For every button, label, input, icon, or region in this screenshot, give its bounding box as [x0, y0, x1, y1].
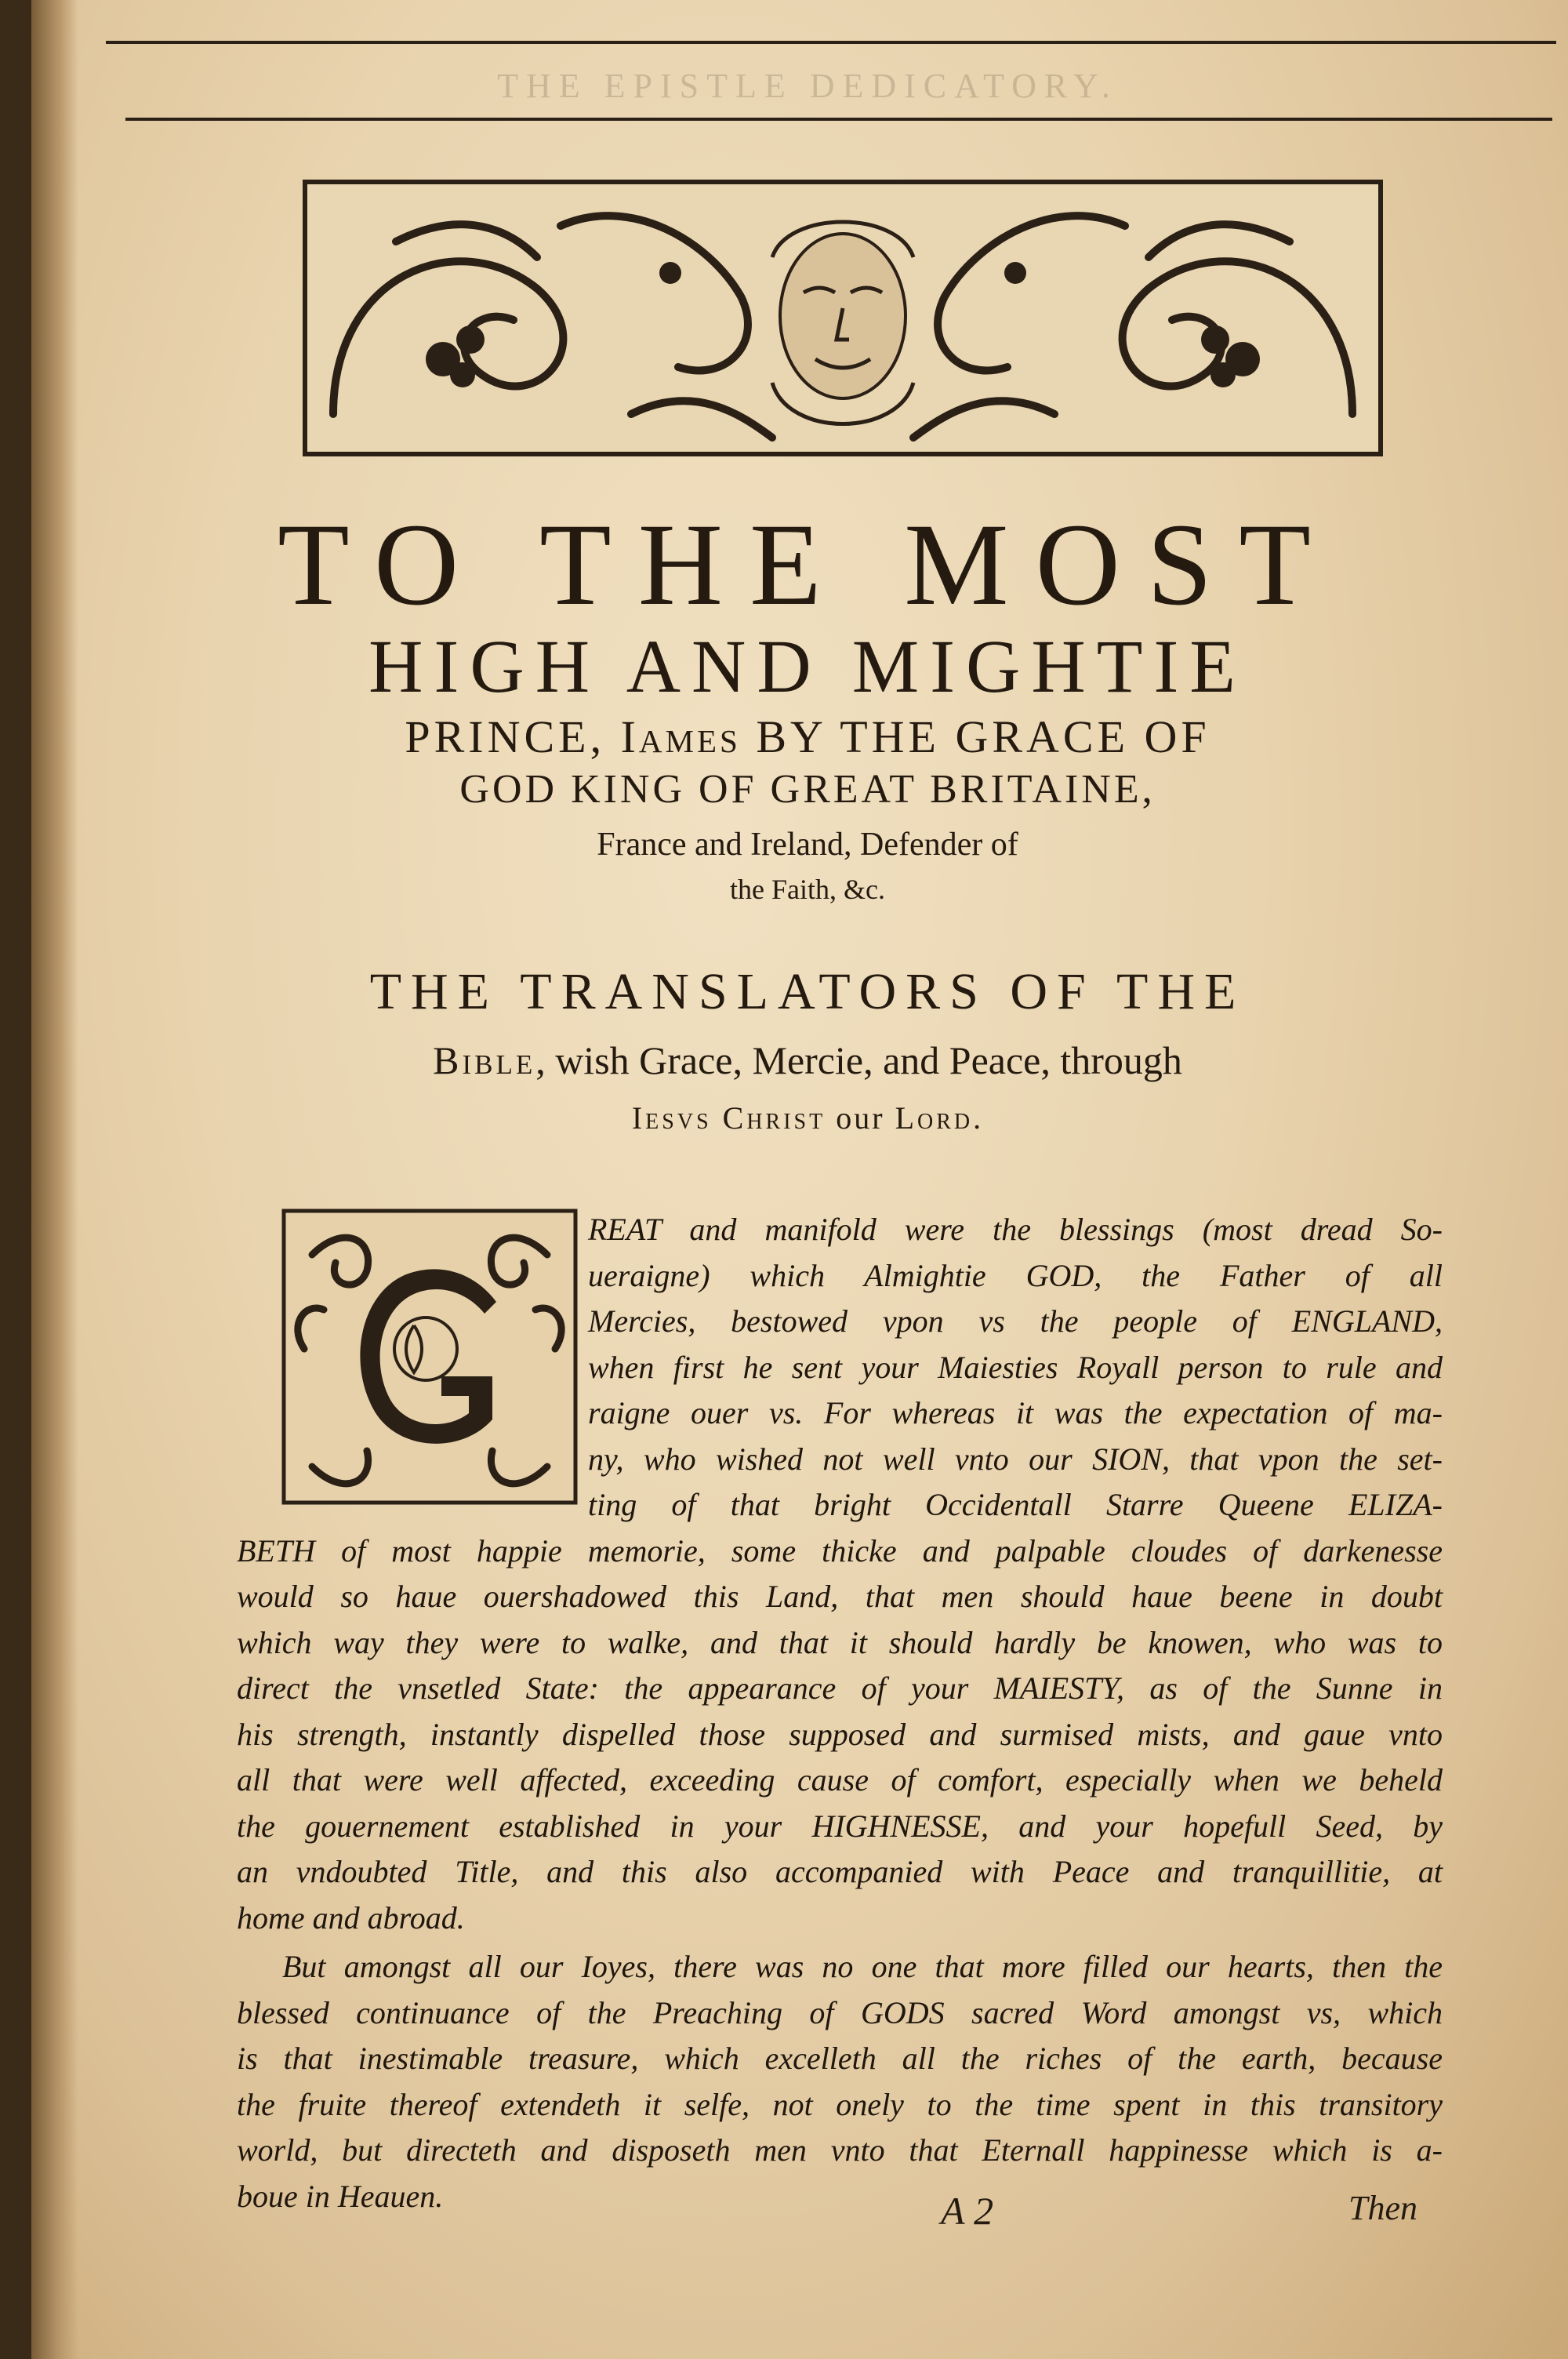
translators-closing: [172, 1098, 1443, 1139]
paragraph-1-line: would so haue ouershadowed this Land, that men should haue beene in doubt: [237, 1579, 1443, 1614]
signature-mark: A 2: [941, 2189, 994, 2233]
paragraph-2-line: the fruite thereof extendeth it selfe, not onely to the time spent in this transitory: [237, 2086, 1443, 2122]
word-lord: Lord: [895, 1100, 974, 1136]
title-prince: PRINCE,: [405, 711, 621, 762]
paragraph-1-line: his strength, instantly dispelled those supposed and surmised mists, and gaue vnto: [237, 1716, 1443, 1752]
paragraph-1-line: direct the vnsetled State: the appearance of your MAIESTY, as of the Sunne in: [237, 1670, 1443, 1706]
paragraph-2-line: blessed continuance of the Preaching of GODS sacred Word amongst vs, which: [237, 1994, 1443, 2030]
translators-heading: THE TRANSLATORS OF THE: [369, 963, 1246, 1020]
dedication-title-line-4: GOD KING OF GREAT BRITAINE,: [459, 767, 1156, 812]
paragraph-1-line: home and abroad.: [237, 1899, 465, 1936]
book-page: [31, 0, 1568, 2359]
ornamental-headpiece: [302, 179, 1384, 457]
dedication-title-line-2: HIGH AND MIGHTIE: [368, 624, 1247, 708]
dedication-title-line-1: TO THE MOST: [278, 500, 1338, 630]
paragraph-2-line: world, but directeth and disposeth men vnto that Eternall happinesse which is a-: [237, 2132, 1443, 2168]
running-head-showthrough: THE EPISTLE DEDICATORY.: [497, 67, 1118, 105]
paragraph-1-line: which way they were to walke, and that it should hardly be knowen, who was to: [237, 1624, 1443, 1660]
paragraph-1-line: raigne ouer vs. For whereas it was the expectation of ma-: [588, 1395, 1443, 1430]
word-bible: Bible: [433, 1038, 536, 1082]
word-christ: Christ: [711, 1100, 826, 1136]
paragraph-1-line: BETH of most happie memorie, some thicke and palpable cloudes of darkenesse: [237, 1532, 1443, 1568]
page-gutter: [31, 0, 78, 2359]
dedication-title-line-3: [172, 710, 1443, 765]
paragraph-1-line: the gouernement established in your HIGHNESSE, and your hopefull Seed, by: [237, 1808, 1443, 1844]
catchword: Then: [1348, 2189, 1417, 2227]
title-name-iames: Iames: [620, 711, 741, 762]
word-our: our: [826, 1100, 895, 1136]
title-by-grace: BY THE GRACE OF: [740, 711, 1210, 762]
paragraph-2-line: boue in Heauen.: [237, 2178, 444, 2214]
paragraph-1-line: when first he sent your Maiesties Royall person to rule and: [588, 1349, 1443, 1385]
dedication-title-line-6: the Faith, &c.: [730, 874, 885, 905]
paragraph-1-line: ting of that bright Occidentall Starre Queene ELIZA-: [588, 1487, 1443, 1522]
decorated-initial-g: [281, 1208, 579, 1506]
paragraph-1-line: an vndoubted Title, and this also accompanied with Peace and tranquillitie, at: [237, 1854, 1443, 1889]
top-rule: [106, 41, 1556, 44]
dedication-title-line-5: France and Ireland, Defender of: [597, 827, 1018, 863]
paragraph-1-line: ny, who wished not well vnto our SION, that vpon the set-: [588, 1441, 1443, 1477]
paragraph-1-line: Mercies, bestowed vpon vs the people of ENGLAND,: [588, 1303, 1443, 1339]
closing-period: .: [973, 1100, 984, 1136]
translators-greeting: [172, 1035, 1443, 1085]
paragraph-1-line: ueraigne) which Almightie GOD, the Father of all: [588, 1257, 1443, 1293]
word-iesus: Iesvs: [631, 1100, 712, 1136]
header-rule: [125, 118, 1552, 121]
greeting-text: , wish Grace, Mercie, and Peace, through: [535, 1038, 1182, 1082]
paragraph-1-line: all that were well affected, exceeding cause of comfort, especially when we beheld: [237, 1762, 1443, 1797]
paragraph-1-line: REAT and manifold were the blessings (most dread So-: [588, 1212, 1443, 1247]
paragraph-2-line: is that inestimable treasure, which excelleth all the riches of the earth, because: [237, 2041, 1443, 2076]
paragraph-2-line: But amongst all our Ioyes, there was no one that more filled our hearts, then the: [282, 1949, 1443, 1984]
